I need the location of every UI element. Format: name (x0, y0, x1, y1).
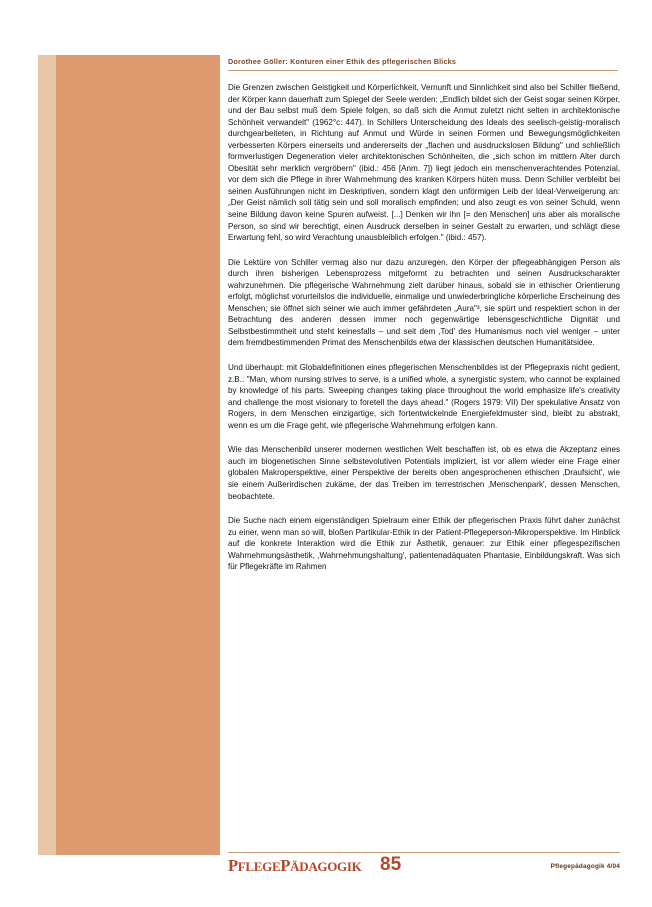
body-paragraph: Die Lektüre von Schiller vermag also nur dazu anzuregen, den Körper der pflegeabhängigen Person als durch ihren bisherigen Lebensprozess mitgeformt zu betrachten und seinen Ausdruckscharakter wahrzunehmen. Die pflegerische Wahrnehmung zielt darüber hinaus, sobald sie in ethischer Orientierung erfolgt, möglichst vorurteilslos die individuelle, einmalige und unwiederbringliche körperliche Erscheinung des Menschen; sie öffnet sich seiner wie auch immer gefährdeten „Aura"³, sie spürt und respektiert schon in der Betrachtung des anderen dessen immer noch gegenwärtige lebensgeschichtliche Dignität und Selbstbestimmtheit und steht keinesfalls – und seit dem ‚Tod' des Humanismus noch viel weniger – unter dem fremdbestimmenden Primat des Menschenbilds etwa der klassischen deutschen Humanitätsidee. (228, 257, 620, 348)
journal-title-paedagogik: ÄDAGOGIK (290, 859, 362, 874)
body-paragraph: Wie das Menschenbild unserer modernen westlichen Welt beschaffen ist, ob es etwa die Akzeptanz eines auch im biogenetischen Sinne selbstevolutiven Potentials impliziert, ist vor allem wieder eine Frage einer globalen Makroperspektive, einer Perspektive der bereits oben angesprochenen ethischen ‚Draufsicht', wie sie einem Außerirdischen zukäme, der das Treiben im terrestrischen ‚Menschenpark', dessen Menschen, beobachtete. (228, 445, 620, 501)
journal-title (228, 856, 361, 876)
journal-title-pflege: FLEGE (237, 859, 281, 874)
journal-title-p2: P (280, 856, 291, 875)
issue-label: Pflegepädagogik 4/04 (550, 863, 620, 870)
body-paragraph: Die Grenzen zwischen Geistigkeit und Körperlichkeit, Vernunft und Sinnlichkeit sind also bei Schiller fließend, der Körper kann dauerhaft zum Spiegel der Seele werden: „Endlich bildet sich der Geist sogar seinen Körper, und der Bau selbst muß dem Spiele folgen, so daß sich die Anmut zuletzt nicht selten in architektonische Schönheit verwandelt" (1962°c: 447). In Schillers Unterscheidung des Ideals des seelisch-geistig-moralisch durchgearbeiteten, in Richtung auf Anmut und Würde in seinen Formen und Bewegungsmöglichkeiten verbesserten Körpers einerseits und andererseits der „flachen und ausdruckslosen Bildung" und schließlich formverlustigen Degeneration vieler architektonischen Schönheiten, die „sich schon im mittlern Alter durch Obesität sehr merklich vergröbern" (ibid.: 456 [Anm. 7]) liegt jedoch ein menschenverachtendes Potenzial, vor dem sich die Pflege in ihrer Wahrnehmung des kranken Körpers hüten muss. Denn Schiller verbleibt bei seinen Ausführungen nicht im Deskriptiven, sondern klagt den unförmigen Leib der Ideal-Verweigerung an: „Der Geist nämlich soll tätig sein und soll moralisch empfinden; und also zeugt es von seiner Schuld, wenn seine Bildung davon keine Spuren aufweist. [...] Denken wir ihn [= den Menschen] uns aber als moralische Person, so sind wir berechtigt, einen Ausdruck derselben in seiner Gestalt zu erwarten, und schlägt diese Erwartung fehl, so wird Verachtung unausbleiblich erfolgen." (ibid.: 457). (228, 83, 620, 243)
decorative-margin-band-outer (38, 55, 56, 855)
header-rule (228, 70, 618, 71)
running-head: Dorothee Göller: Konturen einer Ethik des pflegerischen Blicks (228, 57, 457, 66)
journal-title-p1: P (228, 856, 238, 875)
page-number: 85 (380, 854, 402, 875)
body-paragraph: Die Suche nach einem eigenständigen Spielraum einer Ethik der pflegerischen Praxis führt daher zunächst zu einer, wenn man so will, bloßen Partikular-Ethik in der Patient-Pflegeperson-Mikroperspektive. Im Hinblick auf die konkrete Interaktion wird die Ethik zur Ästhetik, genauer: zur Ethik einer pflegespezifischen Wahrnehmungsästhetik, ‚Wahrnehmungshaltung', patientenadäquaten Phantasie, Einbildungskraft. Was sich für Pflegekräfte im Rahmen (228, 516, 620, 572)
body-paragraph: Und überhaupt: mit Globaldefinitionen eines pflegerischen Menschenbildes ist der Pflegepraxis nicht gedient, z.B.: "Man, whom nursing strives to serve, is a unified whole, a synergistic system, who cannot be explained by knowledge of his parts. Sweeping changes taking place throughout the world emphasize life's creativity and challenge the most visionary to foretell the days ahead." (Rogers 1979: VII) Der spekulative Ansatz von Rogers, in dem Menschen einzigartige, sich fortentwickelnde Energiefeldmuster sind, bleibt zu abstrakt, wenn es um die Frage geht, wie pflegerische Wahrnehmung erfolgen kann. (228, 363, 620, 430)
decorative-margin-band-inner (56, 55, 220, 855)
margin-divider (220, 55, 222, 855)
footer-rule (228, 852, 620, 853)
page-footer (228, 856, 620, 880)
body-text-column (228, 82, 620, 573)
